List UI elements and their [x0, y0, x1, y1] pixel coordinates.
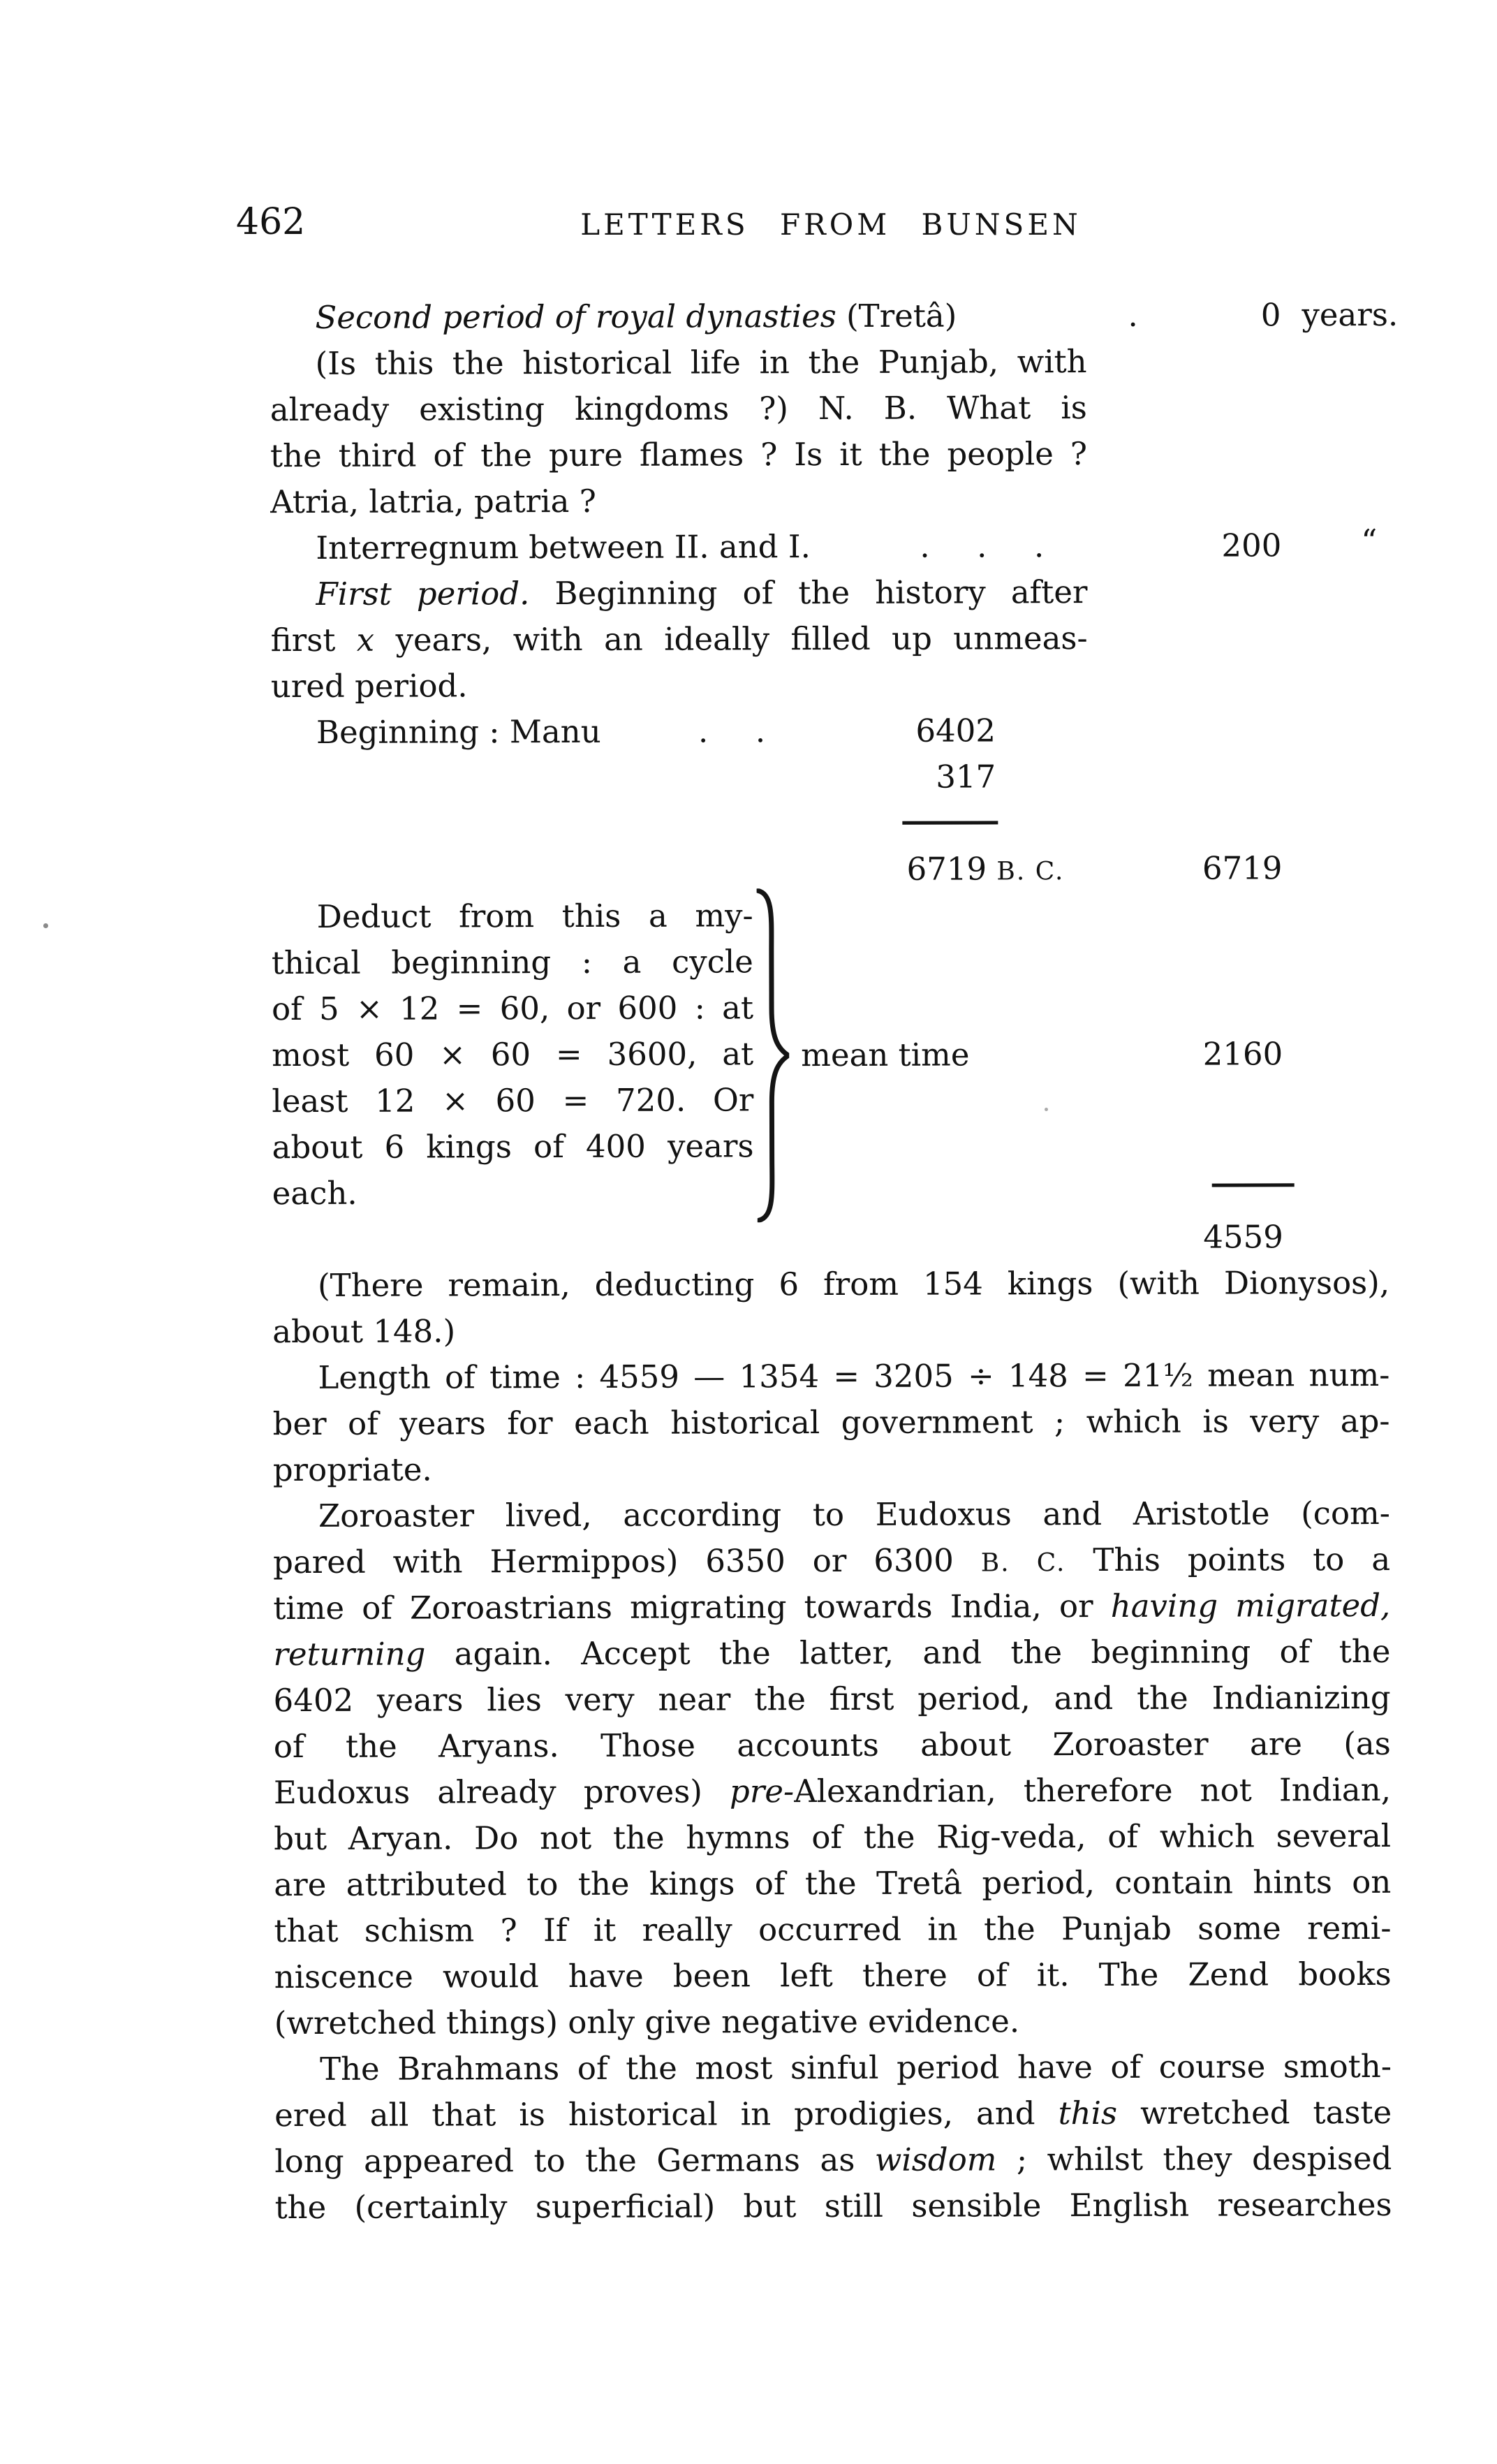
text-run: pared with Hermippos) 6350 or 6300: [273, 1541, 981, 1581]
braced-line: least 12 × 60 = 720. Or: [272, 1081, 754, 1120]
text-line: (There remain, deducting 6 from 154 kings (with Dionysos),: [318, 1263, 1390, 1304]
text-line: already existing kingdoms ?) N. B. What is: [270, 389, 1087, 429]
text-run: Eudoxus already proves): [273, 1773, 730, 1812]
text-line: propriate.: [272, 1451, 432, 1489]
text-line: but Aryan. Do not the hymns of the Rig-veda, of which several: [274, 1817, 1392, 1858]
text-line: (wretched things) only give negative evidence.: [274, 2002, 1020, 2042]
text-run: This points to a: [1065, 1540, 1391, 1579]
text-line: ber of years for each historical government ; which is very ap-: [272, 1402, 1390, 1443]
text-line: [274, 2090, 1392, 2139]
column-value-years: 2160: [1202, 1035, 1283, 1073]
column-value-years: 200: [1221, 527, 1282, 564]
braced-line: most 60 × 60 = 3600, at: [272, 1035, 754, 1074]
ditto-mark: “: [1361, 522, 1378, 560]
column-total: 4559: [1203, 1218, 1283, 1256]
addition-rule-row: [271, 799, 1395, 848]
text-line: the third of the pure flames ? Is it the people ?: [270, 435, 1088, 475]
years-unit: years.: [1301, 295, 1399, 334]
braced-deduction-block: [272, 891, 1396, 1217]
addition-row: [271, 753, 1395, 802]
text-line: the (certainly superficial) but still sensible English researches: [274, 2185, 1392, 2227]
first-period-label: First period.: [316, 575, 530, 613]
text-run: ; whilst they despised: [996, 2139, 1392, 2178]
entry-title-roman: (Tretâ): [836, 297, 957, 335]
text-line: The Brahmans of the most sinful period have of course smoth-: [319, 2047, 1392, 2088]
italic-run: pre-: [729, 1773, 795, 1810]
text-line: [273, 1583, 1390, 1631]
text-line: Zoroaster lived, according to Eudoxus and Aristotle (com-: [318, 1494, 1391, 1534]
leader-dots: . .: [698, 712, 766, 750]
variable-x: x: [356, 621, 375, 659]
text-run: time of Zoroastrians migrating towards India, or: [273, 1587, 1111, 1627]
text-line: [270, 569, 1087, 617]
text-line: that schism ? If it really occurred in the Punjab some remi-: [274, 1909, 1392, 1950]
braced-line: of 5 × 12 = 60, or 600 : at: [271, 989, 754, 1028]
addition-value: 317: [936, 758, 996, 795]
running-head: [0, 201, 1497, 250]
body-text: [270, 292, 1399, 2231]
text-line: Length of time : 4559 — 1354 = 3205 ÷ 148 = 21½ mean num-: [318, 1356, 1390, 1396]
curly-brace-icon: [757, 888, 790, 1222]
text-run: Beginning of the history after: [529, 573, 1088, 613]
column-value-years: 6719: [1202, 849, 1283, 887]
text-line: about 148.): [272, 1312, 456, 1351]
sum-number: 6719: [906, 850, 997, 888]
mean-time-label: mean time: [801, 1036, 970, 1074]
leader-dots: . . .: [920, 527, 1045, 565]
text-line: ured period.: [270, 667, 468, 705]
braced-line: Deduct from this a my-: [316, 897, 753, 935]
entry-interregnum: [270, 522, 1394, 571]
braced-line: thical beginning : a cycle: [271, 943, 753, 982]
column-value-years: 0: [1260, 296, 1281, 334]
text-line: are attributed to the kings of the Tretâ period, contain hints on: [274, 1863, 1392, 1904]
italic-run: having migrated,: [1110, 1586, 1391, 1625]
entry-beginning-manu: [271, 707, 1395, 756]
text-run: first: [270, 621, 357, 659]
text-run: wretched taste: [1117, 2093, 1392, 2132]
leader-dot: .: [1128, 296, 1138, 334]
text-line: [273, 1537, 1390, 1585]
entry-text: Beginning : Manu: [316, 712, 601, 751]
text-run: long appeared to the Germans as: [274, 2141, 875, 2180]
running-header-title: LETTERS FROM BUNSEN: [580, 207, 1082, 242]
text-line: of the Aryans. Those accounts about Zoroaster are (as: [273, 1724, 1391, 1766]
text-run: Alexandrian, therefore not Indian,: [794, 1770, 1392, 1810]
bc-small-caps: B. C.: [996, 857, 1065, 886]
text-line: [273, 1629, 1390, 1678]
scan-speck: [43, 923, 48, 928]
text-run: again. Accept the latter, and the beginning of the: [425, 1632, 1391, 1673]
entry-title-italic: Second period of royal dynasties: [315, 297, 836, 336]
text-line: [274, 1767, 1391, 1816]
italic-run: this: [1058, 2094, 1118, 2132]
braced-line: each.: [272, 1174, 357, 1212]
text-line: 6402 years lies very near the first period, and the Indianizing: [273, 1678, 1391, 1719]
addition-value: 6402: [915, 712, 996, 749]
total-row: [272, 1214, 1396, 1263]
page-number: 462: [236, 201, 306, 243]
sum-rule: [1212, 1183, 1295, 1187]
text-line: [271, 615, 1088, 663]
text-line: (Is this the historical life in the Punjab, with: [315, 343, 1087, 382]
italic-run: wisdom: [874, 2141, 997, 2178]
text-run: years, with an ideally filled up unmeas-: [374, 619, 1088, 659]
text-line: niscence would have been left there of it. The Zend books: [274, 1955, 1392, 1996]
bc-small-caps: B. C.: [980, 1548, 1066, 1578]
text-line: Atria, latria, patria ?: [270, 482, 596, 521]
text-line: [274, 2136, 1392, 2185]
sum-rule: [902, 821, 998, 824]
italic-run: returning: [273, 1635, 426, 1673]
entry-second-period: [270, 292, 1399, 341]
entry-text: Interregnum between II. and I.: [316, 528, 811, 566]
braced-line: about 6 kings of 400 years: [272, 1127, 754, 1166]
text-run: ered all that is historical in prodigies, and: [274, 2095, 1059, 2134]
sum-row: [271, 845, 1395, 894]
sum-bc: [906, 846, 1064, 895]
